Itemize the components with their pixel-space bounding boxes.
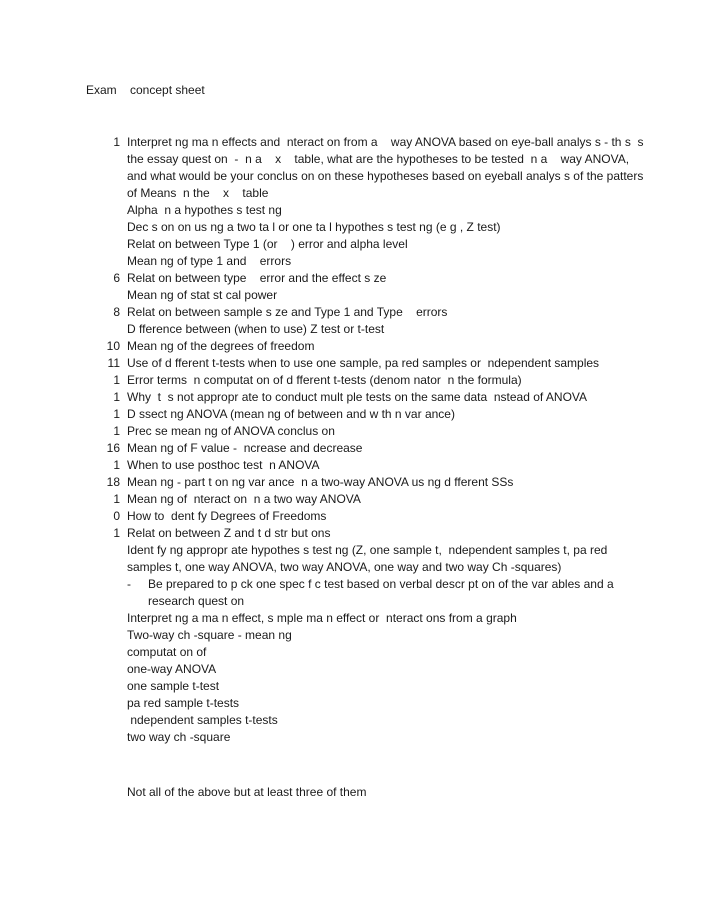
list-item [0,593,714,610]
list-item-number: 1 [113,526,120,540]
list-item-number: 1 [113,373,120,387]
footer-note: Not all of the above but at least three of them [127,785,367,799]
list-item [0,440,714,457]
list-item [0,508,714,525]
list-item-number: 1 [113,458,120,472]
list-item-text: two way ch -square [127,730,231,744]
list-item-text: Dec s on on us ng a two ta l or one ta l hypothes s test ng (e g , Z test) [127,220,501,234]
list-item [0,678,714,695]
list-item [0,423,714,440]
list-item-text: Mean ng - part t on ng var ance n a two-way ANOVA us ng d fferent SSs [127,475,514,489]
list-item-number: 1 [113,135,120,149]
list-item-text: Mean ng of F value - ncrease and decrease [127,441,363,455]
list-item-text: Relat on between Z and t d str but ons [127,526,331,540]
list-item-text: D fference between (when to use) Z test or t-test [127,322,385,336]
list-item [0,542,714,559]
list-item-text: Alpha n a hypothes s test ng [127,203,282,217]
list-item [0,236,714,253]
list-item-number: 16 [106,441,120,455]
list-item [0,525,714,542]
list-item-text: ndependent samples t-tests [127,713,278,727]
page-title: Exam concept sheet [86,83,205,97]
list-item [0,559,714,576]
list-item-text: Error terms n computat on of d fferent t-tests (denom nator n the formula) [127,373,522,387]
list-item [0,406,714,423]
list-item [0,270,714,287]
list-item-text: D ssect ng ANOVA (mean ng of between and w th n var ance) [127,407,455,421]
list-item [0,355,714,372]
list-item [0,287,714,304]
list-item-text: one-way ANOVA [127,662,217,676]
list-item [0,202,714,219]
list-item [0,576,714,593]
list-item [0,134,714,151]
list-item-number: 1 [113,390,120,404]
list-item-text: pa red sample t-tests [127,696,240,710]
list-item-number: 11 [107,356,120,370]
list-item-number: 1 [113,492,120,506]
list-item-text: Mean ng of the degrees of freedom [127,339,315,353]
list-item-text: Relat on between type error and the effect s ze [127,271,387,285]
list-item-number: 18 [106,475,120,489]
list-item [0,610,714,627]
bullet-dash: - [127,577,131,591]
list-item [0,491,714,508]
list-item-number: 1 [113,424,120,438]
list-item-text: Prec se mean ng of ANOVA conclus on [127,424,335,438]
list-item-text: Be prepared to p ck one spec f c test based on verbal descr pt on of the var ables and a [148,577,614,591]
list-item [0,457,714,474]
concept-list [0,134,714,746]
list-item [0,729,714,746]
list-item [0,168,714,185]
list-item-number: 8 [113,305,120,319]
list-item [0,695,714,712]
list-item-text: Two-way ch -square - mean ng [127,628,292,642]
list-item-number: 10 [106,339,120,353]
list-item-text: Mean ng of stat st cal power [127,288,278,302]
list-item-text: Mean ng of nteract on n a two way ANOVA [127,492,361,506]
list-item-number: 6 [113,271,120,285]
list-item-text: Interpret ng a ma n effect, s mple ma n effect or nteract ons from a graph [127,611,517,625]
list-item [0,219,714,236]
list-item [0,389,714,406]
list-item-text: How to dent fy Degrees of Freedoms [127,509,327,523]
list-item [0,627,714,644]
list-item-text: research quest on [148,594,245,608]
list-item [0,304,714,321]
list-item-text: Relat on between Type 1 (or ) error and alpha level [127,237,408,251]
list-item-text: samples t, one way ANOVA, two way ANOVA, one way and two way Ch -squares) [127,560,562,574]
list-item-text: Ident fy ng appropr ate hypothes s test ng (Z, one sample t, ndependent samples t, pa red [127,543,608,557]
list-item [0,338,714,355]
list-item-text: of Means n the x table [127,186,269,200]
list-item [0,151,714,168]
list-item-text: Why t s not appropr ate to conduct mult ple tests on the same data nstead of ANOVA [127,390,588,404]
list-item [0,185,714,202]
list-item [0,372,714,389]
list-item-text: Relat on between sample s ze and Type 1 and Type errors [127,305,448,319]
list-item-text: computat on of [127,645,207,659]
list-item-text: one sample t-test [127,679,220,693]
list-item-number: 0 [113,509,120,523]
list-item [0,712,714,729]
list-item [0,474,714,491]
list-item-text: Use of d fferent t-tests when to use one sample, pa red samples or ndependent samples [127,356,600,370]
list-item [0,253,714,270]
list-item [0,644,714,661]
list-item-text: and what would be your conclus on on these hypotheses based on eyeball analys s of the patters [127,169,644,183]
list-item [0,661,714,678]
list-item-text: Interpret ng ma n effects and nteract on from a way ANOVA based on eye-ball analys s - th s s [127,135,644,149]
list-item-number: 1 [113,407,120,421]
list-item-text: When to use posthoc test n ANOVA [127,458,320,472]
list-item-text: Mean ng of type 1 and errors [127,254,292,268]
list-item [0,321,714,338]
list-item-text: the essay quest on - n a x table, what are the hypotheses to be tested n a way ANOVA, [127,152,630,166]
